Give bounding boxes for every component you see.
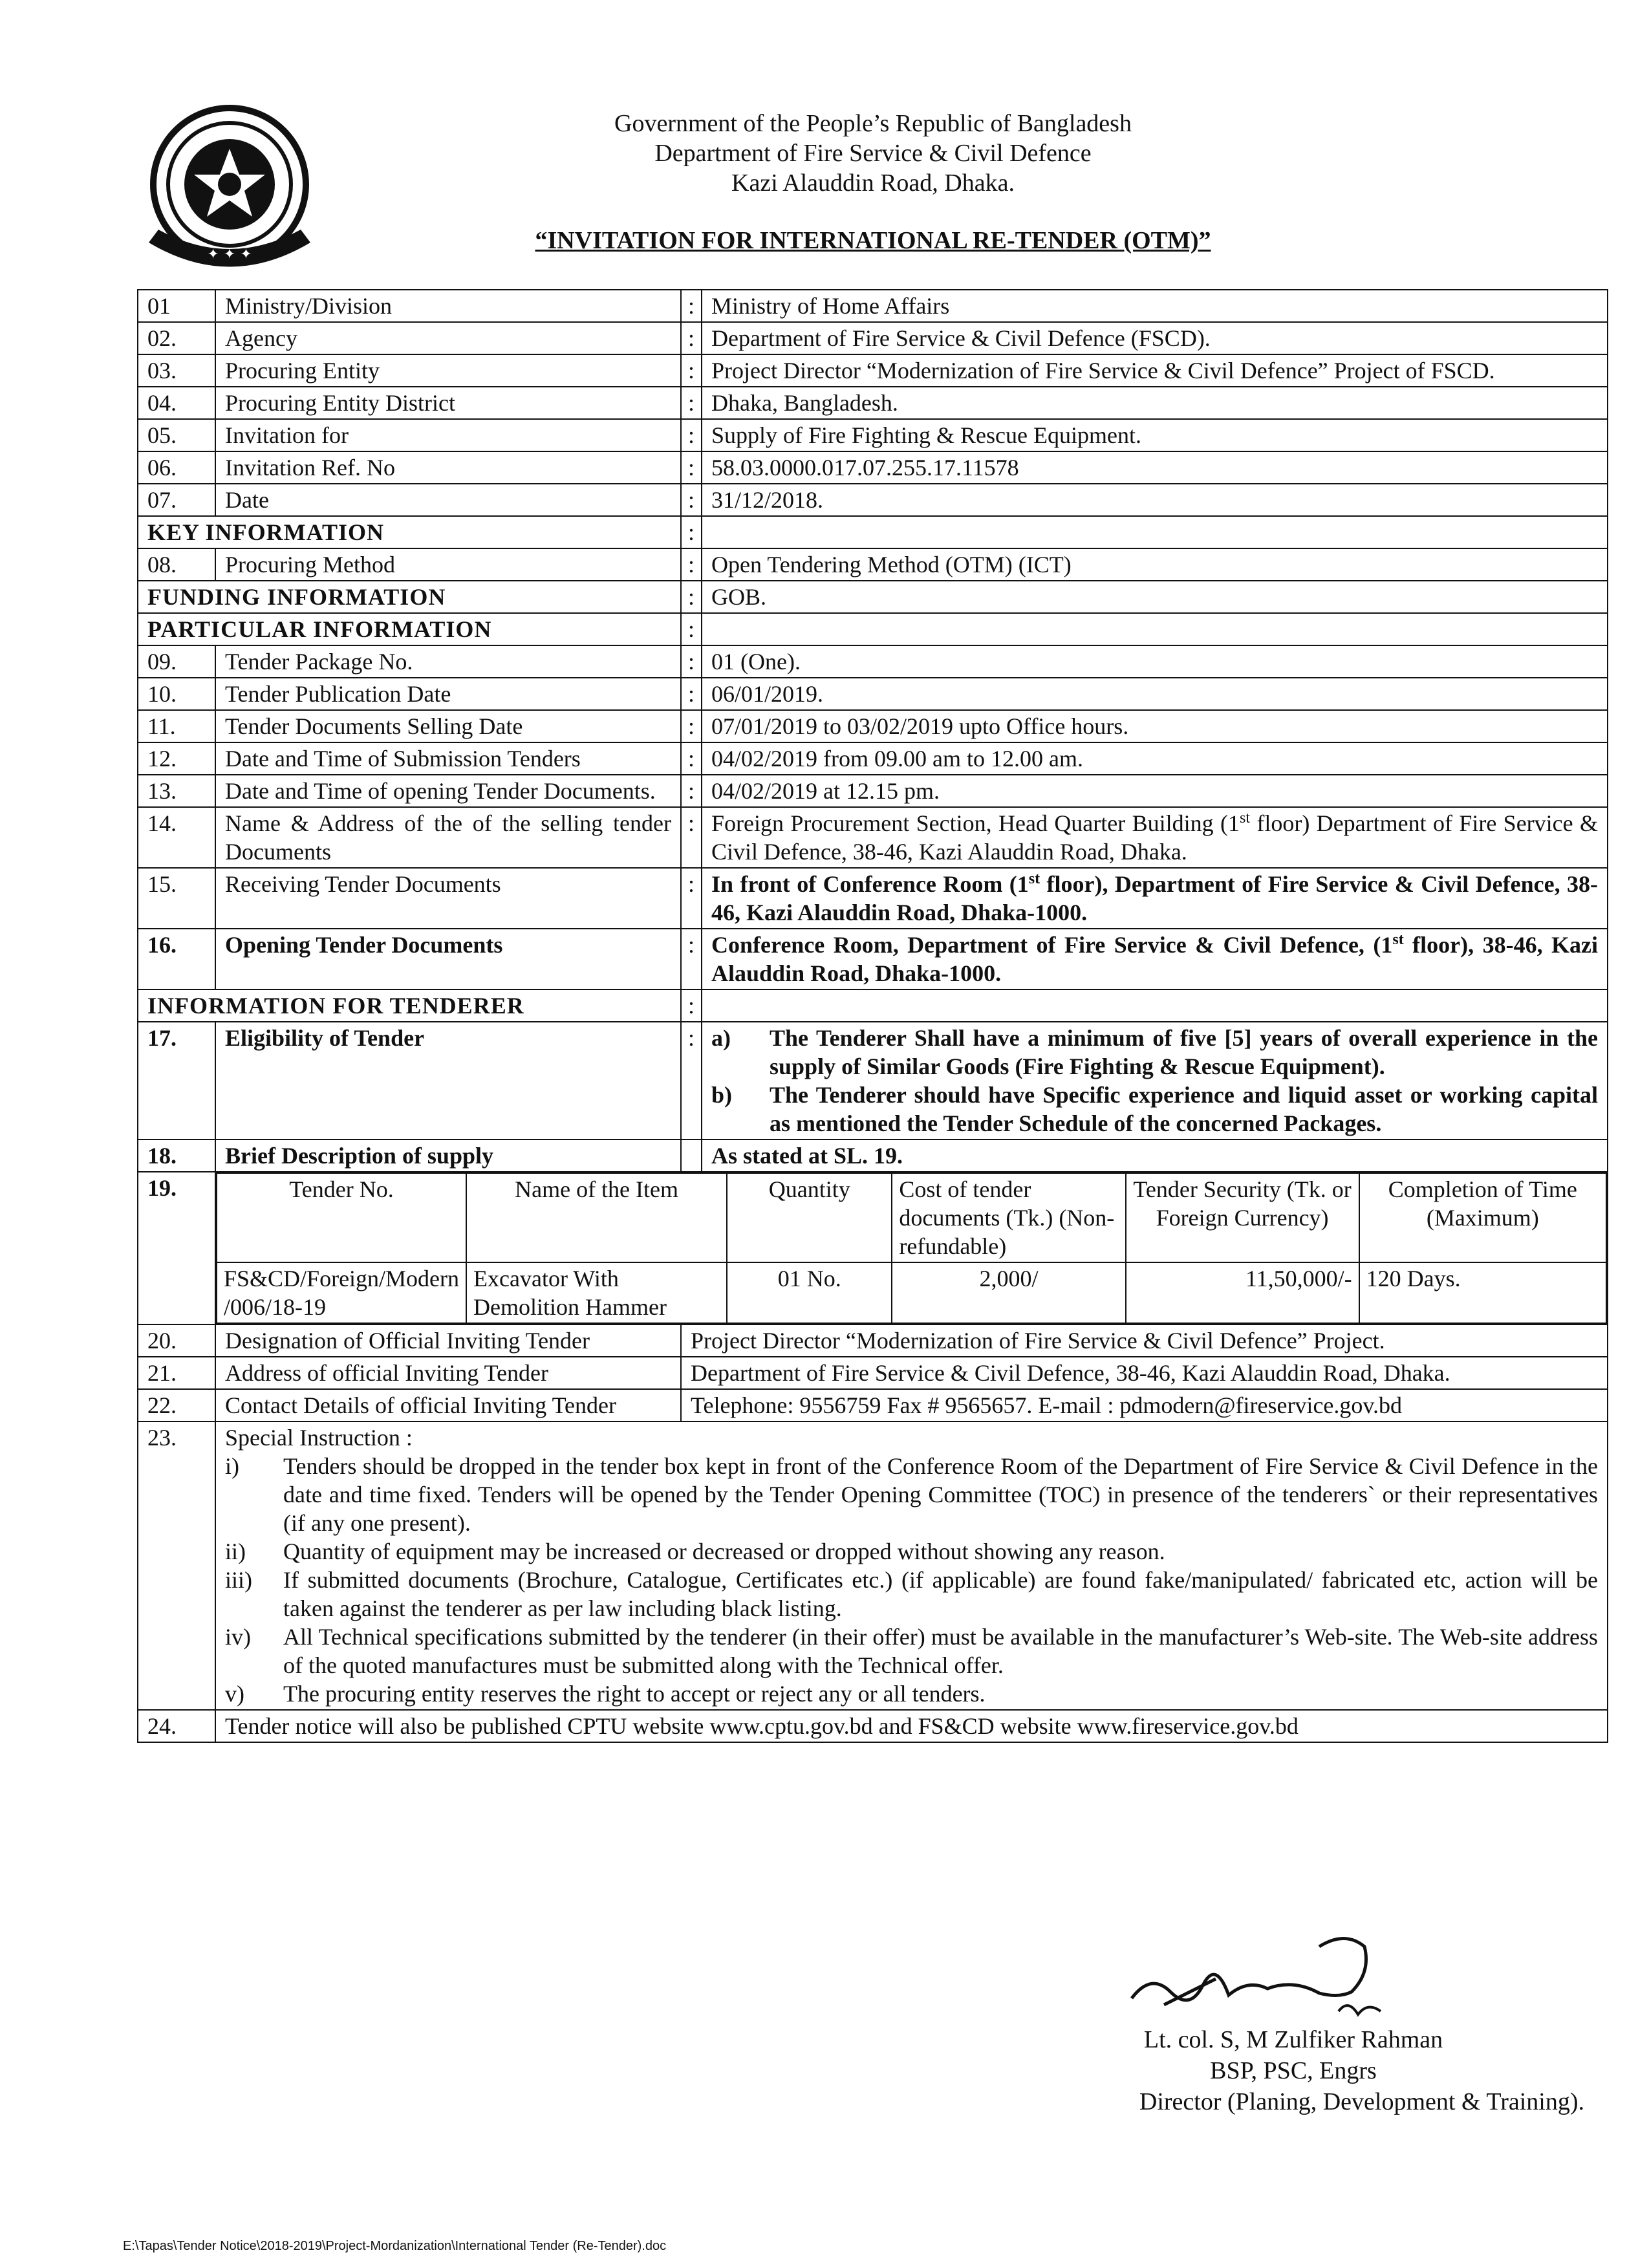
row-value: 06/01/2019. <box>702 678 1608 710</box>
table-row <box>138 645 1608 678</box>
row-number: 23. <box>138 1421 215 1710</box>
row-value: 04/02/2019 at 12.15 pm. <box>702 775 1608 807</box>
row-value: Project Director “Modernization of Fire Service & Civil Defence” Project of FSCD. <box>702 354 1608 387</box>
row-label: Invitation Ref. No <box>215 451 681 484</box>
table-row <box>138 775 1608 807</box>
table-cell: 120 Days. <box>1359 1262 1606 1323</box>
row-value: Ministry of Home Affairs <box>702 290 1608 322</box>
list-item <box>225 1452 1598 1537</box>
svg-text:✦ ✦ ✦: ✦ ✦ ✦ <box>207 246 252 263</box>
row-label: Ministry/Division <box>215 290 681 322</box>
row-value: 04/02/2019 from 09.00 am to 12.00 am. <box>702 742 1608 775</box>
list-item <box>225 1679 1598 1708</box>
special-instruction-heading: Special Instruction : <box>225 1425 413 1451</box>
row-value <box>702 613 1608 645</box>
table-row <box>138 548 1608 581</box>
table-row <box>138 451 1608 484</box>
colon: : <box>681 868 702 929</box>
colon: : <box>681 290 702 322</box>
row-label: Tender Package No. <box>215 645 681 678</box>
table-row <box>138 1389 1608 1421</box>
list-marker: ii) <box>225 1539 246 1564</box>
row-label: Name & Address of the of the selling tender Documents <box>215 807 681 868</box>
table-cell: FS&CD/Foreign/Modern /006/18-19 <box>217 1262 466 1323</box>
row-label: Date and Time of opening Tender Documents. <box>215 775 681 807</box>
colon: : <box>681 548 702 581</box>
section-heading-funding-information: FUNDING INFORMATION <box>138 581 681 613</box>
column-header: Tender Security (Tk. or Foreign Currency) <box>1126 1173 1359 1262</box>
table-cell: 01 No. <box>727 1262 892 1323</box>
row-label: Tender Publication Date <box>215 678 681 710</box>
row-value: Tender notice will also be published CPTU website www.cptu.gov.bd and FS&CD website www.fireservice.gov.bd <box>215 1710 1608 1742</box>
row-value: Open Tendering Method (OTM) (ICT) <box>702 548 1608 581</box>
row-label: Eligibility of Tender <box>215 1022 681 1139</box>
row-label: Brief Description of supply <box>215 1139 681 1172</box>
row-number: 06. <box>138 451 215 484</box>
package-table <box>216 1172 1607 1324</box>
list-item <box>711 1081 1598 1138</box>
section-heading-key-information: KEY INFORMATION <box>138 516 681 548</box>
row-value <box>702 516 1608 548</box>
row-number: 04. <box>138 387 215 419</box>
special-instruction-list <box>225 1452 1598 1708</box>
row-number: 22. <box>138 1389 215 1421</box>
tender-info-table <box>137 289 1608 1743</box>
row-label: Agency <box>215 322 681 354</box>
row-value <box>702 807 1608 868</box>
table-row <box>138 1324 1608 1357</box>
list-text: The Tenderer should have Specific experience and liquid asset or working capital as mentioned the Tender Schedule of the concerned Packages. <box>770 1082 1598 1136</box>
signature-icon <box>1125 1934 1397 2031</box>
table-row <box>138 807 1608 868</box>
colon: : <box>681 710 702 742</box>
superscript: st <box>1239 810 1250 826</box>
row-value: Telephone: 9556759 Fax # 9565657. E-mail : pdmodern@fireservice.gov.bd <box>681 1389 1608 1421</box>
row-number: 08. <box>138 548 215 581</box>
colon <box>681 1139 702 1172</box>
table-row <box>138 290 1608 322</box>
table-row <box>138 1022 1608 1139</box>
row-number: 01 <box>138 290 215 322</box>
column-header: Tender No. <box>217 1173 466 1262</box>
table-row <box>138 1710 1608 1742</box>
row-number: 10. <box>138 678 215 710</box>
file-path-footer: E:\Tapas\Tender Notice\2018-2019\Project-Mordanization\International Tender (Re-Tender).doc <box>123 2239 667 2253</box>
colon: : <box>681 678 702 710</box>
table-cell: 2,000/ <box>892 1262 1125 1323</box>
row-label: Date <box>215 484 681 516</box>
row-label: Opening Tender Documents <box>215 929 681 989</box>
table-row <box>138 354 1608 387</box>
table-row <box>217 1262 1606 1323</box>
row-value: 58.03.0000.017.07.255.17.11578 <box>702 451 1608 484</box>
table-row <box>138 322 1608 354</box>
package-details-cell <box>215 1172 1608 1324</box>
section-row <box>138 516 1608 548</box>
row-number: 09. <box>138 645 215 678</box>
table-cell: 11,50,000/- <box>1126 1262 1359 1323</box>
row-value: Department of Fire Service & Civil Defence, 38-46, Kazi Alauddin Road, Dhaka. <box>681 1357 1608 1389</box>
list-text: All Technical specifications submitted by the tenderer (in their offer) must be available in the manufacturer’s Web-site. The Web-site address of the quoted manufactures must be submitted along with the Technical offer. <box>283 1624 1598 1678</box>
row-number: 07. <box>138 484 215 516</box>
special-instruction-cell <box>215 1421 1608 1710</box>
table-row <box>138 1357 1608 1389</box>
colon: : <box>681 451 702 484</box>
table-row <box>138 1139 1608 1172</box>
column-header: Cost of tender documents (Tk.) (Non-refundable) <box>892 1173 1125 1262</box>
colon: : <box>681 516 702 548</box>
eligibility-list <box>711 1024 1598 1138</box>
column-header: Name of the Item <box>466 1173 727 1262</box>
row-number: 11. <box>138 710 215 742</box>
list-marker: iii) <box>225 1567 252 1593</box>
section-heading-information-for-tenderer: INFORMATION FOR TENDERER <box>138 989 681 1022</box>
row-value: Supply of Fire Fighting & Rescue Equipment. <box>702 419 1608 451</box>
table-cell: Excavator With Demolition Hammer <box>466 1262 727 1323</box>
row-number: 18. <box>138 1139 215 1172</box>
table-row <box>138 678 1608 710</box>
row-number: 21. <box>138 1357 215 1389</box>
document-title: “INVITATION FOR INTERNATIONAL RE-TENDER (OTM)” <box>535 227 1211 254</box>
value-part: In front of Conference Room (1 <box>711 871 1029 897</box>
table-row <box>138 484 1608 516</box>
list-marker: i) <box>225 1453 239 1479</box>
row-value <box>702 1022 1608 1139</box>
table-row <box>138 929 1608 989</box>
column-header: Quantity <box>727 1173 892 1262</box>
row-value: Dhaka, Bangladesh. <box>702 387 1608 419</box>
signatory-qualifications: BSP, PSC, Engrs <box>1210 2057 1377 2084</box>
colon: : <box>681 484 702 516</box>
row-label: Address of official Inviting Tender <box>215 1357 681 1389</box>
row-number: 20. <box>138 1324 215 1357</box>
table-row <box>138 1421 1608 1710</box>
table-row <box>138 868 1608 929</box>
row-value: Project Director “Modernization of Fire Service & Civil Defence” Project. <box>681 1324 1608 1357</box>
colon: : <box>681 775 702 807</box>
list-text: Tenders should be dropped in the tender box kept in front of the Conference Room of the Department of Fire Service & Civil Defence in the date and time fixed. Tenders will be opened by the Tender Opening Committee (TOC) in presence of the tenderers` or their representatives (if any one present). <box>283 1453 1598 1536</box>
value-part: floor), 38-46, Kazi Alauddin Road, Dhaka-1000. <box>711 932 1598 986</box>
colon: : <box>681 1022 702 1139</box>
colon: : <box>681 322 702 354</box>
row-value: Department of Fire Service & Civil Defence (FSCD). <box>702 322 1608 354</box>
row-value <box>702 868 1608 929</box>
list-item <box>225 1623 1598 1679</box>
row-value <box>702 989 1608 1022</box>
superscript: st <box>1028 870 1040 887</box>
section-heading-particular-information: PARTICULAR INFORMATION <box>138 613 681 645</box>
list-text: The Tenderer Shall have a minimum of five [5] years of overall experience in the supply of Similar Goods (Fire Fighting & Rescue Equipment). <box>770 1025 1598 1079</box>
row-number: 03. <box>138 354 215 387</box>
colon: : <box>681 989 702 1022</box>
colon: : <box>681 742 702 775</box>
row-label: Contact Details of official Inviting Tender <box>215 1389 681 1421</box>
row-number: 05. <box>138 419 215 451</box>
colon: : <box>681 387 702 419</box>
list-text: The procuring entity reserves the right to accept or reject any or all tenders. <box>283 1681 986 1707</box>
row-number: 12. <box>138 742 215 775</box>
list-text: If submitted documents (Brochure, Catalogue, Certificates etc.) (if applicable) are found fake/manipulated/ fabricated etc, action will be taken against the tenderer as per law including black listing. <box>283 1567 1598 1621</box>
value-part: floor) Department of Fire Service & Civil Defence, 38-46, Kazi Alauddin Road, Dhaka. <box>711 810 1598 865</box>
colon: : <box>681 354 702 387</box>
signatory-name: Lt. col. S, M Zulfiker Rahman <box>1143 2026 1443 2053</box>
row-number: 02. <box>138 322 215 354</box>
row-value: As stated at SL. 19. <box>702 1139 1608 1172</box>
row-label: Invitation for <box>215 419 681 451</box>
list-marker: b) <box>711 1082 733 1108</box>
row-label: Tender Documents Selling Date <box>215 710 681 742</box>
table-row <box>138 710 1608 742</box>
row-value: 01 (One). <box>702 645 1608 678</box>
row-number: 15. <box>138 868 215 929</box>
row-number: 13. <box>138 775 215 807</box>
row-value: GOB. <box>702 581 1608 613</box>
row-number: 14. <box>138 807 215 868</box>
header-line-address: Kazi Alauddin Road, Dhaka. <box>731 169 1015 197</box>
row-label: Receiving Tender Documents <box>215 868 681 929</box>
row-label: Procuring Entity District <box>215 387 681 419</box>
section-row <box>138 989 1608 1022</box>
colon: : <box>681 807 702 868</box>
section-row <box>138 613 1608 645</box>
row-value: 07/01/2019 to 03/02/2019 upto Office hours. <box>702 710 1608 742</box>
column-header: Completion of Time (Maximum) <box>1359 1173 1606 1262</box>
row-label: Procuring Method <box>215 548 681 581</box>
list-item <box>711 1024 1598 1081</box>
list-marker: v) <box>225 1681 244 1707</box>
value-part: floor), Department of Fire Service & Civil Defence, 38-46, Kazi Alauddin Road, Dhaka-1000. <box>711 871 1598 925</box>
signatory-block <box>1002 2024 1584 2117</box>
table-row <box>138 419 1608 451</box>
fscd-emblem-icon <box>136 97 323 285</box>
row-label: Date and Time of Submission Tenders <box>215 742 681 775</box>
colon: : <box>681 613 702 645</box>
row-number: 24. <box>138 1710 215 1742</box>
header-line-government: Government of the People’s Republic of Bangladesh <box>614 110 1132 137</box>
table-row <box>138 1172 1608 1324</box>
list-item <box>225 1537 1598 1566</box>
superscript: st <box>1392 931 1404 948</box>
list-marker: a) <box>711 1025 731 1051</box>
table-row <box>138 387 1608 419</box>
header-line-department: Department of Fire Service & Civil Defence <box>654 140 1092 167</box>
row-label: Procuring Entity <box>215 354 681 387</box>
colon: : <box>681 581 702 613</box>
value-part: Conference Room, Department of Fire Service & Civil Defence, (1 <box>711 932 1393 958</box>
list-marker: iv) <box>225 1624 251 1650</box>
signatory-title: Director (Planing, Development & Training). <box>1139 2088 1584 2115</box>
row-number: 17. <box>138 1022 215 1139</box>
row-number: 16. <box>138 929 215 989</box>
row-number: 19. <box>138 1172 215 1324</box>
row-label: Designation of Official Inviting Tender <box>215 1324 681 1357</box>
list-item <box>225 1566 1598 1623</box>
colon: : <box>681 419 702 451</box>
list-text: Quantity of equipment may be increased or decreased or dropped without showing any reason. <box>283 1539 1165 1564</box>
section-row <box>138 581 1608 613</box>
value-part: Foreign Procurement Section, Head Quarter Building (1 <box>711 810 1240 836</box>
colon: : <box>681 645 702 678</box>
row-value: 31/12/2018. <box>702 484 1608 516</box>
colon: : <box>681 929 702 989</box>
table-row <box>217 1173 1606 1262</box>
table-row <box>138 742 1608 775</box>
letterhead <box>453 109 1293 198</box>
row-value <box>702 929 1608 989</box>
